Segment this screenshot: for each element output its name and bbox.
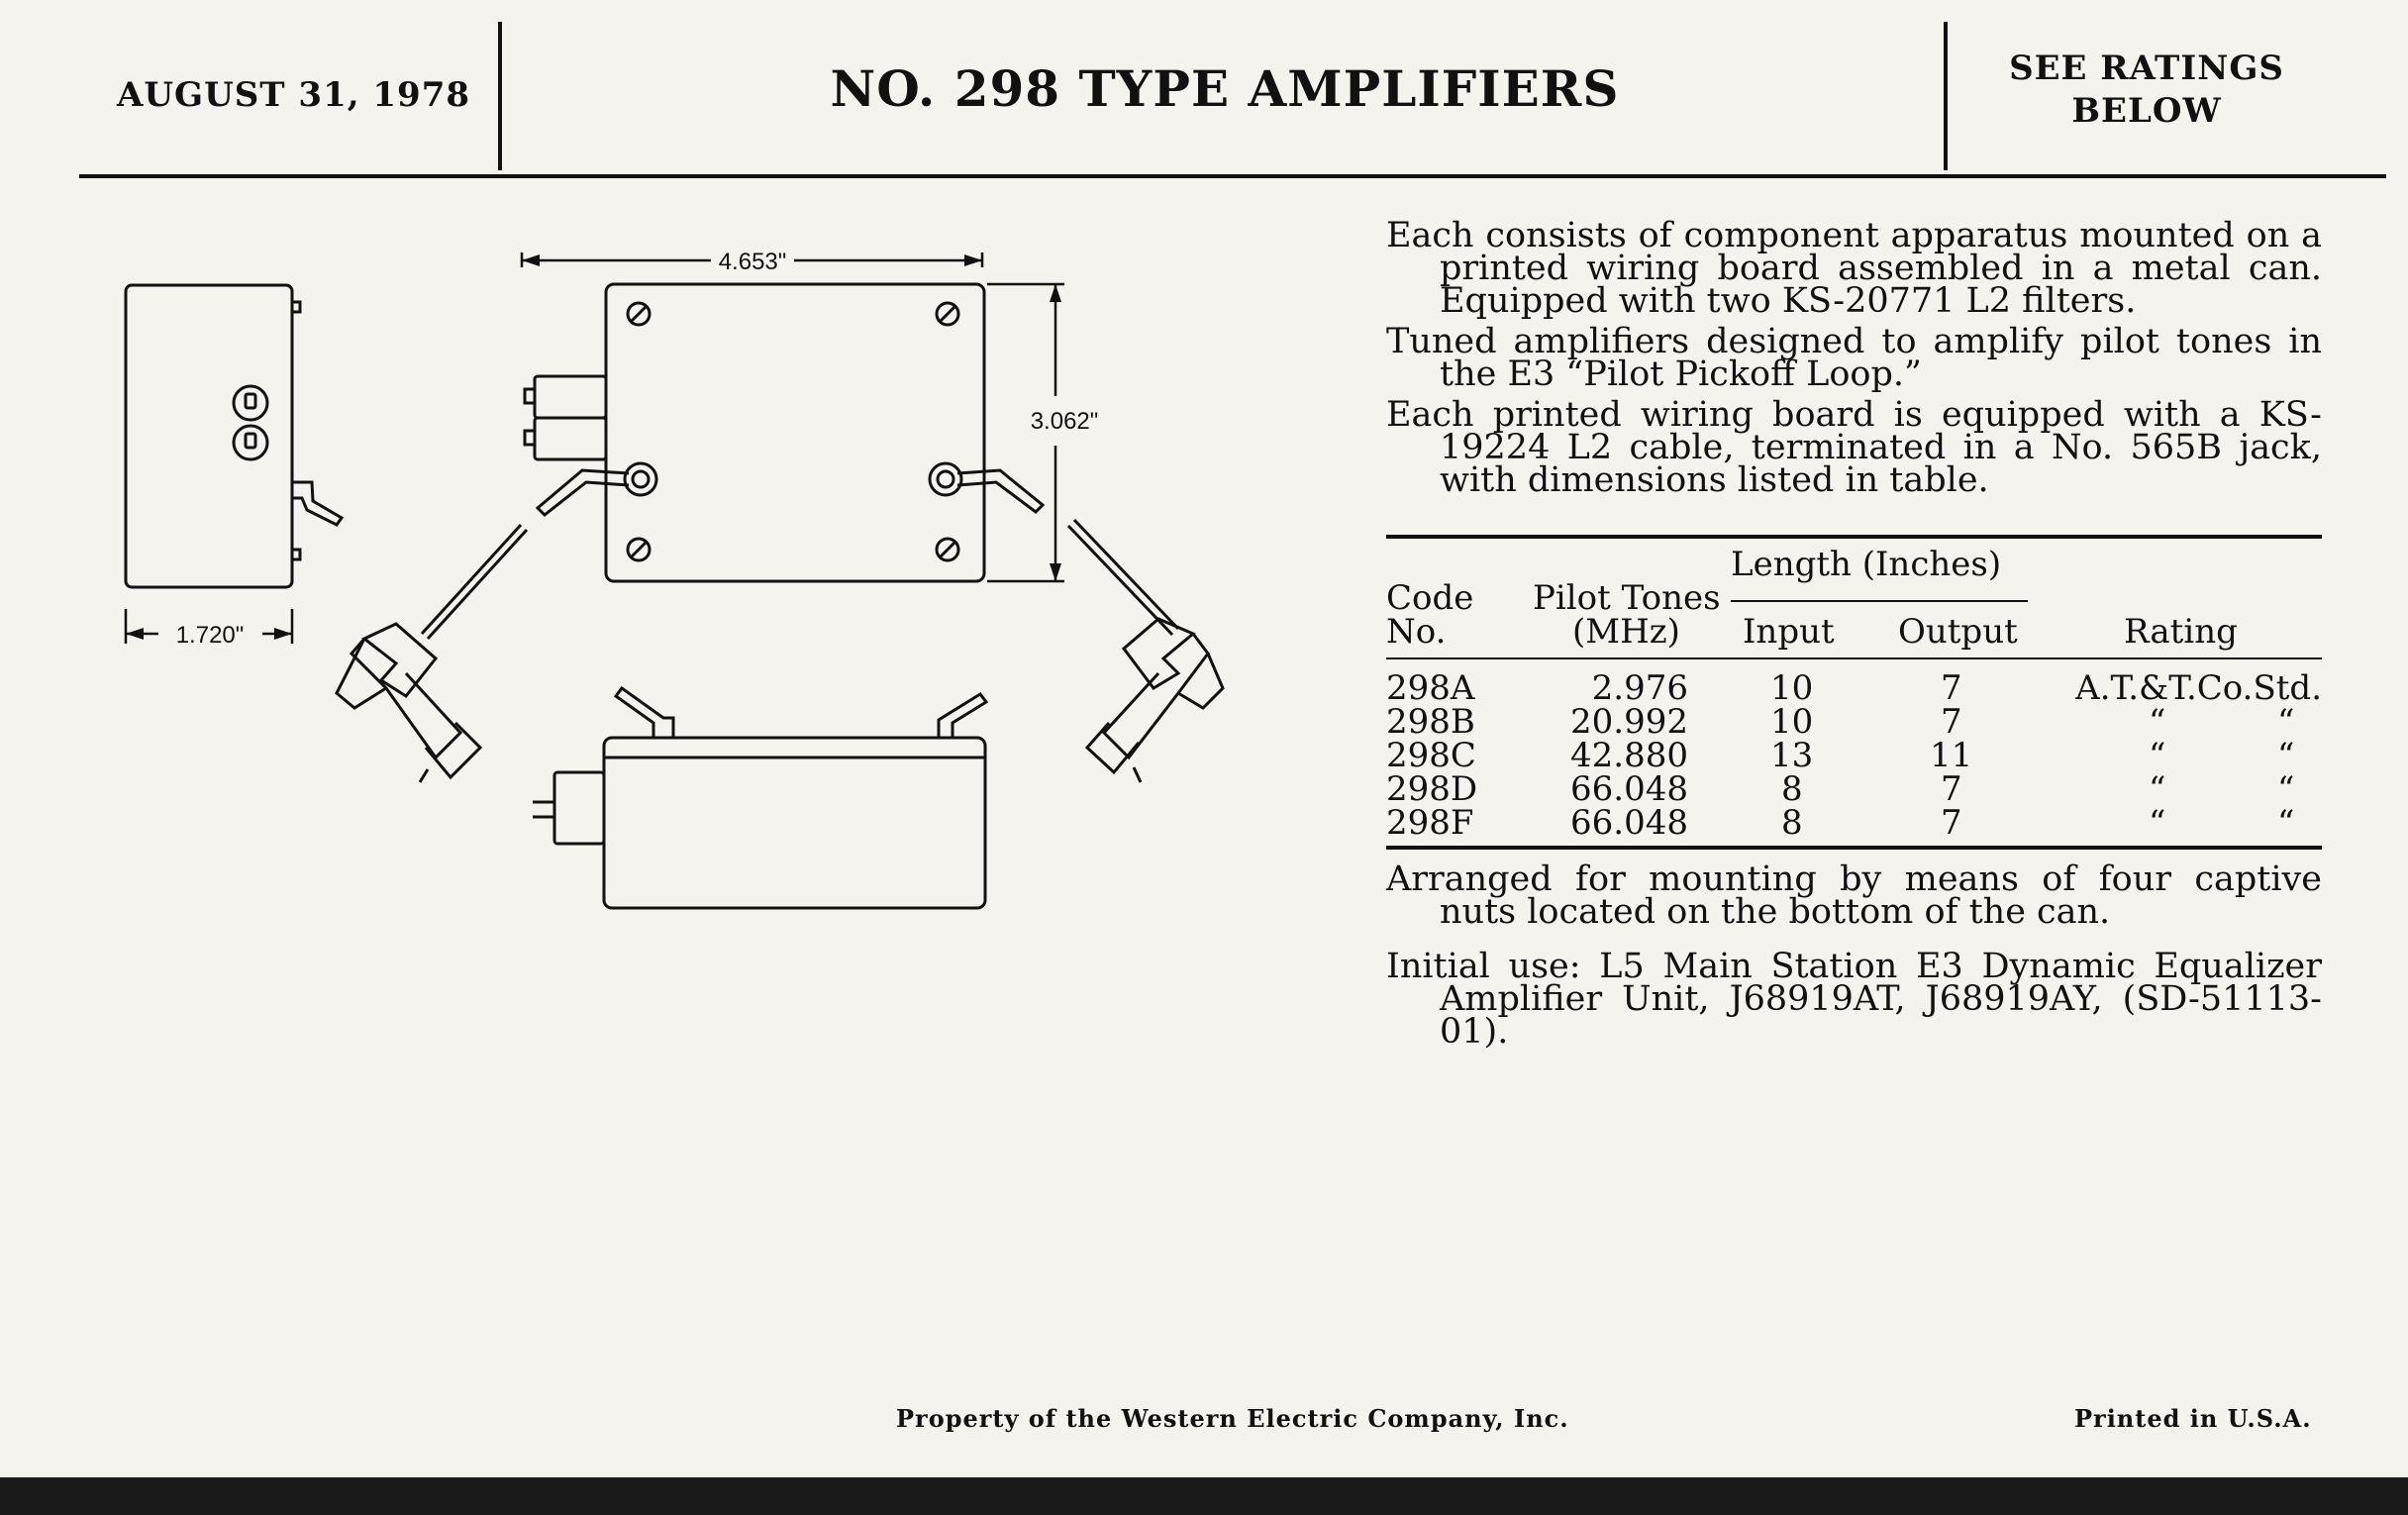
cell-rating-ditto: “ [2149,736,2166,775]
cell-code: 298D [1386,769,1478,809]
ratings-note-line1: SEE RATINGS [2009,49,2284,88]
description-p2: Tuned amplifiers designed to amplify pilot tones in the E3 “Pilot Pickoff Loop.” [1386,322,2322,394]
cell-pilot: 20.992 [1570,702,1688,742]
cell-rating-ditto: “ [2277,803,2295,843]
header-rating: Rating [2124,612,2238,652]
dim-width-label: 4.653" [718,249,787,275]
description-p3: Each printed wiring board is equipped with a KS-19224 L2 cable, terminated in a No. 565B jack, with dimensions listed in table. [1386,395,2322,500]
top-view [525,284,1043,581]
header-length-group: Length (Inches) [1731,545,2002,584]
ratings-note-line2: BELOW [2071,91,2222,131]
table-row [1386,668,2322,708]
cell-input: 8 [1781,769,1803,809]
header-input: Input [1743,612,1835,652]
header-pilot-line1: Pilot Tones [1533,578,1721,618]
front-view [533,688,986,908]
cell-output: 7 [1941,769,1962,809]
length-group-rule [1731,600,2028,602]
description-p1: Each consists of component apparatus mounted on a printed wiring board assembled in a metal can. Equipped with two KS-20771 L2 filters. [1386,216,2322,321]
cell-code: 298C [1386,736,1476,775]
left-cable-jack [337,525,527,782]
notes [1386,859,2322,1052]
header-rule [79,174,2386,178]
description [1386,216,2322,500]
dim-height-label: 3.062" [1030,408,1099,435]
cell-pilot: 66.048 [1570,803,1688,843]
cell-rating-ditto: “ [2149,702,2166,742]
cell-output: 7 [1941,702,1962,742]
footer-property: Property of the Western Electric Company, Inc. [896,1404,1569,1433]
issue-date: AUGUST 31, 1978 [117,75,471,115]
cell-code: 298F [1386,803,1474,843]
table-row [1386,803,2322,843]
footer-printed: Printed in U.S.A. [2074,1404,2312,1433]
cell-rating-ditto: “ [2149,803,2166,843]
cell-output: 11 [1930,736,1973,775]
header-pilot-line2: (MHz) [1572,612,1680,652]
mounting-note: Arranged for mounting by means of four captive nuts located on the bottom of the can. [1386,859,2322,932]
table-bottom-rule [1386,846,2322,850]
header-divider-right [1944,22,1948,170]
table-top-rule [1386,535,2322,539]
cell-rating-ditto: “ [2149,769,2166,809]
table-row [1386,736,2322,775]
header-output: Output [1898,612,2018,652]
cell-pilot: 2.976 [1591,668,1688,708]
table-row [1386,702,2322,742]
page-title: NO. 298 TYPE AMPLIFIERS [830,59,1620,118]
cell-rating-ditto: “ [2277,769,2295,809]
cell-pilot: 66.048 [1570,769,1688,809]
cell-code: 298B [1386,702,1475,742]
initial-use-note: Initial use: L5 Main Station E3 Dynamic Equalizer Amplifier Unit, J68919AT, J68919AY, (SD-51113-01). [1386,947,2322,1052]
header-code-line2: No. [1386,612,1447,652]
cell-output: 7 [1941,668,1962,708]
cell-input: 13 [1770,736,1814,775]
ratings-note [1949,48,2345,133]
cell-output: 7 [1941,803,1962,843]
cell-code: 298A [1386,668,1475,708]
cell-input: 10 [1770,668,1814,708]
cell-pilot: 42.880 [1570,736,1688,775]
cell-input: 8 [1781,803,1803,843]
cell-rating: A.T.&T.Co.Std. [2075,668,2322,708]
table-header-rule [1386,657,2322,659]
amplifier-drawing [99,223,1267,936]
dim-depth-label: 1.720" [175,622,245,649]
cell-rating-ditto: “ [2277,736,2295,775]
side-view [126,285,342,587]
header-divider-left [498,22,502,170]
table-row [1386,769,2322,809]
header-code-line1: Code [1386,578,1474,618]
cell-input: 10 [1770,702,1814,742]
right-cable-jack [1068,520,1223,782]
cell-rating-ditto: “ [2277,702,2295,742]
